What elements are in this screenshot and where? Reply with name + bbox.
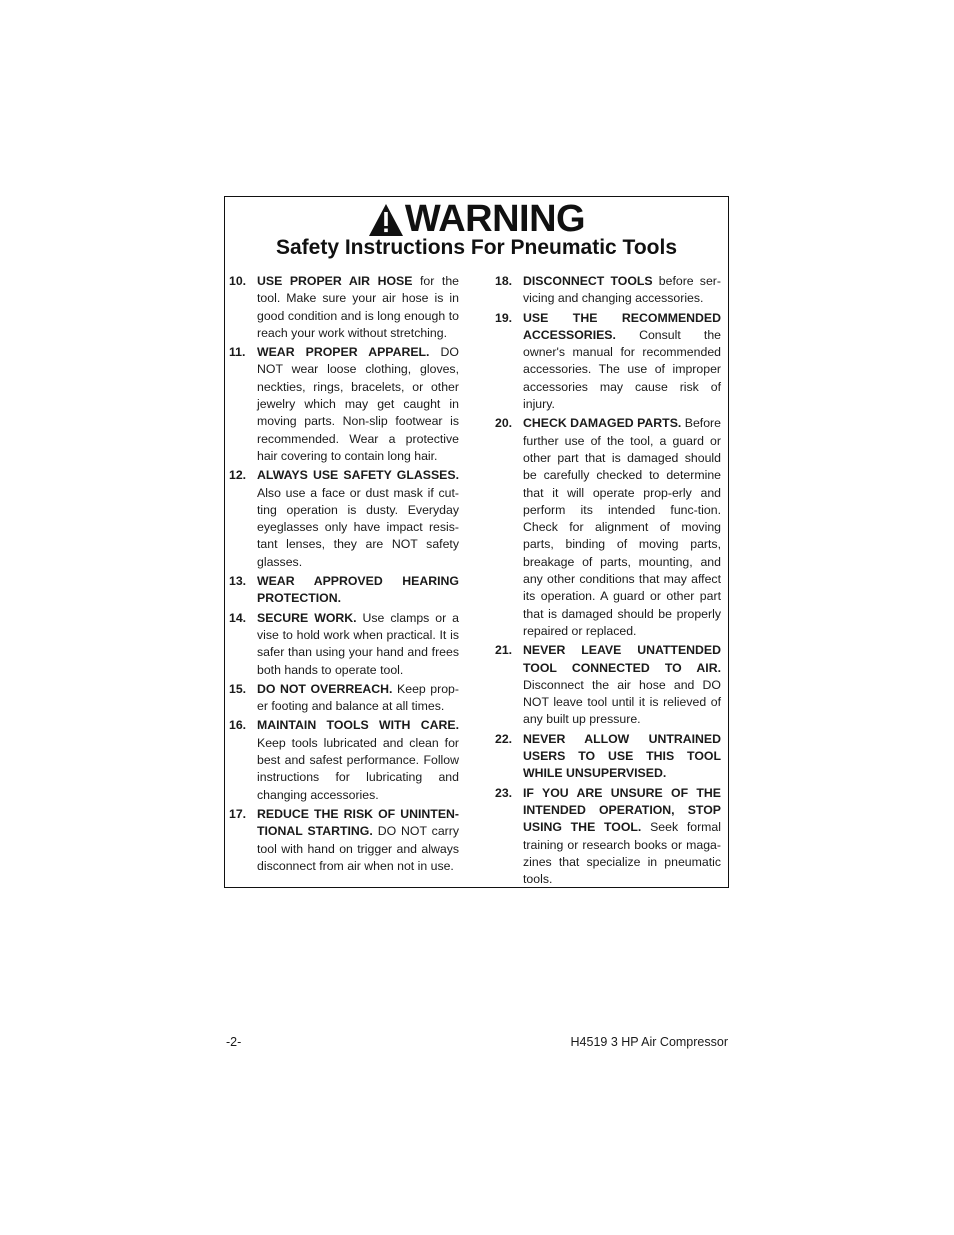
safety-item [229, 806, 459, 875]
item-text: Disconnect the air hose and DO NOT leave tool until it is relieved of any built up pressure. [523, 677, 721, 727]
item-heading: MAINTAIN TOOLS WITH CARE. [257, 718, 459, 733]
item-number: 11. [229, 345, 246, 360]
warning-word: WARNING [404, 198, 586, 240]
item-text: Also use a face or dust mask if cut-ting operation is dusty. Everyday eyeglasses only have impact resis-tant lenses, they are NOT safety glasses. [257, 485, 459, 569]
item-text: for the tool. Make sure your air hose is in good condition and is long enough to reach your work without stretching. [257, 274, 459, 340]
warning-triangle-icon [368, 203, 404, 237]
item-heading: ALWAYS USE SAFETY GLASSES. [257, 468, 459, 483]
safety-item [495, 642, 721, 728]
right-column [495, 273, 721, 890]
item-number: 17. [229, 806, 247, 821]
safety-item [495, 731, 721, 783]
safety-instructions-title: Safety Instructions For Pneumatic Tools [275, 236, 677, 259]
item-number: 21. [495, 643, 513, 658]
safety-item [229, 573, 459, 608]
item-heading: WEAR APPROVED HEARING PROTECTION. [257, 574, 459, 606]
item-number: 16. [229, 718, 247, 733]
item-number: 14. [229, 610, 247, 625]
safety-item [229, 681, 459, 716]
item-heading: DO NOT OVERREACH. [257, 681, 393, 696]
item-number: 13. [229, 574, 247, 589]
warning-box [224, 196, 729, 888]
item-number: 18. [495, 274, 513, 288]
item-number: 20. [495, 416, 513, 431]
item-number: 12. [229, 468, 247, 483]
item-heading: DISCONNECT TOOLS [523, 274, 653, 288]
item-number: 23. [495, 785, 513, 800]
safety-item [229, 717, 459, 803]
item-text: before ser-vicing and changing accessories. [523, 274, 721, 306]
safety-item [229, 344, 459, 465]
item-heading: NEVER ALLOW UNTRAINED USERS TO USE THIS TOOL WHILE UNSUPERVISED. [523, 731, 721, 781]
item-text: Consult the owner's manual for recommended accessories. The use of improper accessories may cause risk of injury. [523, 327, 721, 412]
safety-item [495, 415, 721, 640]
left-column [229, 273, 459, 877]
item-text: Use clamps or a vise to hold work when practical. It is safer than using your hand and frees both hands to operate tool. [257, 610, 459, 677]
item-heading: SECURE WORK. [257, 610, 357, 625]
page-number: -2- [226, 1035, 242, 1049]
item-heading: NEVER LEAVE UNATTENDED TOOL CONNECTED TO AIR. [523, 643, 721, 675]
safety-item [229, 467, 459, 571]
warning-header [225, 199, 728, 239]
item-number: 22. [495, 731, 513, 746]
item-heading: WEAR PROPER APPAREL. [257, 345, 430, 360]
item-text: DO NOT carry tool with hand on trigger and always disconnect from air when not in use. [257, 824, 459, 873]
safety-item [495, 273, 721, 308]
item-number: 15. [229, 681, 247, 696]
item-heading: USE PROPER AIR HOSE [257, 274, 413, 288]
item-number: 19. [495, 310, 513, 325]
item-heading: REDUCE THE RISK OF UNINTEN-TIONAL STARTING. [257, 806, 459, 839]
item-text: Keep prop-er footing and balance at all times. [257, 681, 459, 714]
product-name: H4519 3 HP Air Compressor [570, 1035, 728, 1049]
safety-item [495, 785, 721, 889]
item-number: 10. [229, 274, 247, 288]
item-text: Before further use of the tool, a guard or other part that is damaged should be carefully checked to determine that it will operate prop-erly and perform its intended func-tion. Check for alignment of moving parts, binding of moving parts, breakage of parts, mounting, and any other conditions that may affect its operation. A guard or other part that is damaged should be properly repaired or replaced. [523, 416, 721, 638]
item-heading: USE THE RECOMMENDED ACCESSORIES. [523, 310, 721, 342]
safety-item [229, 610, 459, 679]
item-text: Seek formal training or research books or maga-zines that specialize in pneumatic tools. [523, 820, 721, 887]
safety-item [495, 310, 721, 414]
safety-item [229, 273, 459, 342]
item-heading: CHECK DAMAGED PARTS. [523, 416, 682, 431]
item-text: DO NOT wear loose clothing, gloves, neckties, rings, bracelets, or other jewelry which may get caught in moving parts. Non-slip footwear is recommended. Wear a protective hair covering to contain long hair. [257, 345, 459, 463]
item-text: Keep tools lubricated and clean for best and safest performance. Follow instructions for lubricating and changing accessories. [257, 735, 459, 802]
item-heading: IF YOU ARE UNSURE OF THE INTENDED OPERATION, STOP USING THE TOOL. [523, 785, 721, 835]
